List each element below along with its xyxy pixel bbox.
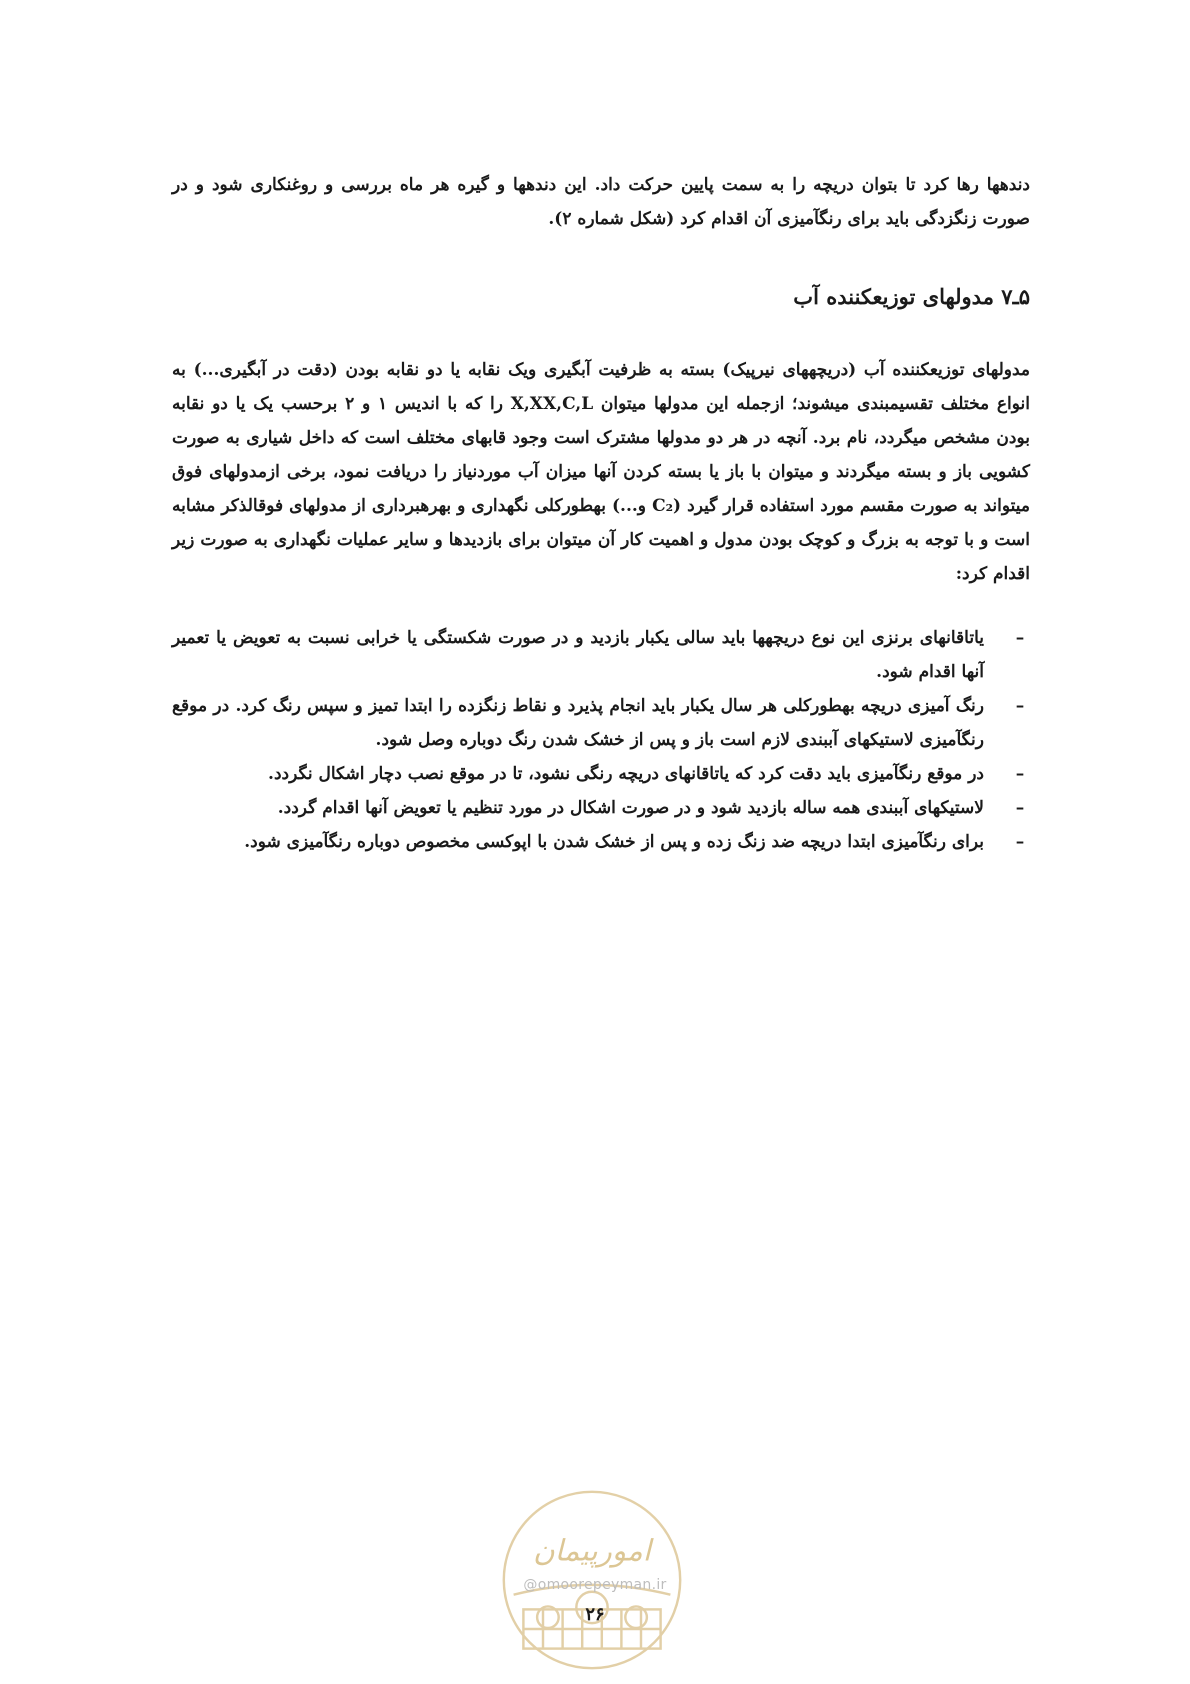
list-item-text: در موقع رنگآمیزی باید دقت کرد که یاتاقانهای دریچه رنگی نشود، تا در موقع نصب دچار اشکال نگردد. [268, 764, 984, 784]
bullet-dash: – [1015, 628, 1025, 648]
bullet-dash: – [1015, 764, 1025, 784]
bullet-dash: – [1015, 696, 1025, 716]
list-item [172, 689, 1030, 757]
list-item-text: یاتاقانهای برنزی این نوع دریچهها باید سالی یکبار بازدید و در صورت شکستگی یا خرابی نسبت به تعویض یا تعمیر آنها اقدام شود. [172, 628, 984, 682]
list-item-text: لاستیکهای آببندی همه ساله بازدید شود و در صورت اشکال در مورد تنظیم یا تعویض آنها اقدام گردد. [277, 798, 984, 818]
intro-paragraph: دندهها رها کرد تا بتوان دریچه را به سمت پایین حرکت داد. این دندهها و گیره هر ماه بررسی و روغنکاری شود و در صورت زنگزدگی باید برای رنگآمیزی آن اقدام کرد (شکل شماره ۲). [172, 175, 1030, 229]
section-heading: ۵ـ۷ مدولهای توزیعکننده آب [793, 284, 1030, 309]
bullet-dash: – [1015, 798, 1025, 818]
page-number: ۲۶ [585, 1604, 605, 1625]
maintenance-list [172, 621, 1030, 859]
list-item [172, 825, 1030, 859]
watermark-logo-text: امورپیمان [533, 1533, 651, 1568]
bullet-dash: – [1015, 832, 1025, 852]
list-item [172, 757, 1030, 791]
body-paragraph: مدولهای توزیعکننده آب (دریچههای نیرپیک) بسته به ظرفیت آبگیری ویک نقابه یا دو نقابه بودن (دقت در آبگیری...) به انواع مختلف تقسیمبندی میشوند؛ ازجمله این مدولها میتوان X,XX,C,L را که با اندیس ۱ و ۲ برحسب یک یا دو نقابه بودن مشخص میگردد، نام برد. آنچه در هر دو مدولها مشترک است وجود قابهای مختلف است که داخل شیاری به صورت کشویی باز و بسته میگردند و میتوان با باز یا بسته کردن آنها میزان آب موردنیاز را دریافت نمود، برخی ازمدولهای فوق میتواند به صورت مقسم مورد استفاده قرار گیرد (C₂ و...) بهطورکلی نگهداری و بهرهبرداری از مدولهای فوقالذکر مشابه است و با توجه به بزرگ و کوچک بودن مدول و اهمیت کار آن میتوان برای بازدیدها و سایر عملیات نگهداری به صورت زیر اقدام کرد: [172, 360, 1031, 584]
list-item [172, 621, 1030, 689]
list-item-text: رنگ آمیزی دریچه بهطورکلی هر سال یکبار باید انجام پذیرد و نقاط زنگزده را ابتدا تمیز و سپس رنگ کرد. در موقع رنگآمیزی لاستیکهای آببندی لازم است باز و پس از خشک شدن رنگ دوباره وصل شود. [172, 696, 984, 750]
list-item [172, 791, 1030, 825]
watermark-url: @omoorepeyman.ir [523, 1577, 667, 1593]
list-item-text: برای رنگآمیزی ابتدا دریچه ضد زنگ زده و پس از خشک شدن با اپوکسی مخصوص دوباره رنگآمیزی شود. [244, 832, 984, 852]
